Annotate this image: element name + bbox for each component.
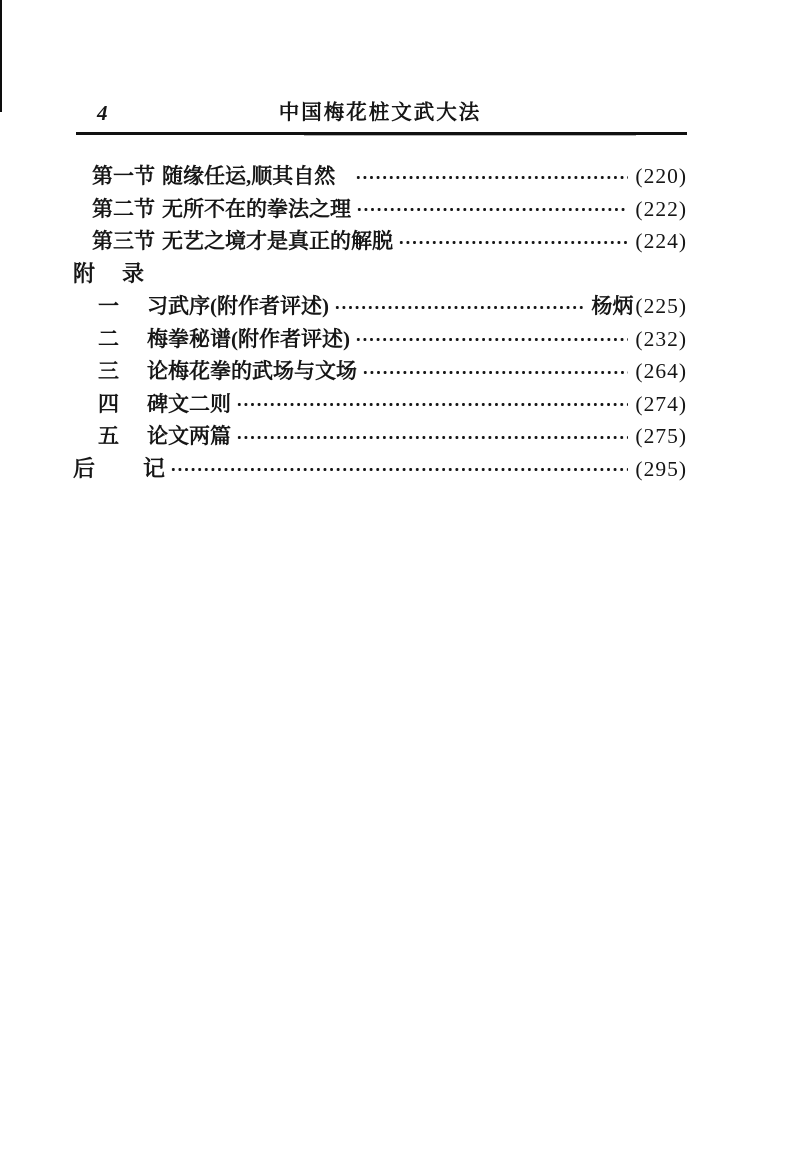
toc-entry [73, 258, 687, 291]
entry-label: 三 [98, 359, 119, 383]
entry-label2: 记 [143, 455, 166, 481]
header-rule [76, 132, 687, 135]
entry-page-number: (295) [635, 456, 687, 481]
entry-page-number: (232) [635, 326, 687, 351]
entry-page-number: (225) [635, 294, 687, 318]
leader-dots [356, 207, 628, 212]
toc-entry [73, 453, 687, 486]
entry-page-number: (224) [635, 229, 687, 253]
entry-label: 四 [98, 391, 119, 416]
entry-page-number: (274) [635, 391, 687, 416]
toc-list [73, 160, 687, 485]
page-header [73, 100, 687, 128]
leader-dots [236, 435, 628, 440]
entry-label: 第二节 [92, 196, 155, 221]
toc-entry [73, 193, 687, 226]
toc-entry [73, 388, 687, 421]
leader-dots [398, 240, 628, 245]
entry-label: 附 [73, 260, 96, 286]
toc-entry [73, 290, 687, 323]
toc-entry [73, 160, 687, 193]
entry-title: 习武序(附作者评述) [147, 294, 329, 318]
leader-dots [334, 305, 584, 310]
entry-label: 二 [98, 326, 119, 351]
toc-entry [73, 355, 687, 388]
entry-label: 第三节 [92, 229, 155, 253]
entry-title: 碑文二则 [147, 391, 231, 416]
entry-page-number: (222) [635, 196, 687, 221]
toc-entry [73, 420, 687, 453]
leader-dots [236, 402, 628, 407]
entry-author: 杨炳 [591, 294, 634, 318]
scan-edge-artifact [0, 0, 2, 112]
entry-page-number: (264) [635, 359, 687, 383]
entry-page-number: (220) [635, 164, 687, 188]
toc-entry [73, 225, 687, 258]
leader-dots [355, 175, 628, 180]
page-number: 4 [97, 101, 108, 125]
entry-title: 论梅花拳的武场与文场 [147, 359, 357, 383]
entry-label: 第一节 [92, 164, 155, 188]
entry-label: 一 [98, 294, 119, 318]
entry-label: 五 [98, 424, 119, 448]
leader-dots [170, 467, 628, 472]
entry-title: 无艺之境才是真正的解脱 [162, 229, 393, 253]
entry-title: 论文两篇 [147, 424, 231, 448]
entry-title: 无所不在的拳法之理 [162, 196, 351, 221]
toc-entry [73, 323, 687, 356]
entry-label: 后 [73, 455, 96, 481]
entry-page-number: (275) [635, 424, 687, 448]
entry-title: 随缘任运,顺其自然 [162, 164, 336, 188]
leader-dots [355, 337, 628, 342]
running-title: 中国梅花桩文武大法 [278, 102, 482, 124]
entry-label2: 录 [122, 260, 145, 286]
leader-dots [362, 370, 628, 375]
entry-title: 梅拳秘谱(附作者评述) [147, 326, 350, 351]
